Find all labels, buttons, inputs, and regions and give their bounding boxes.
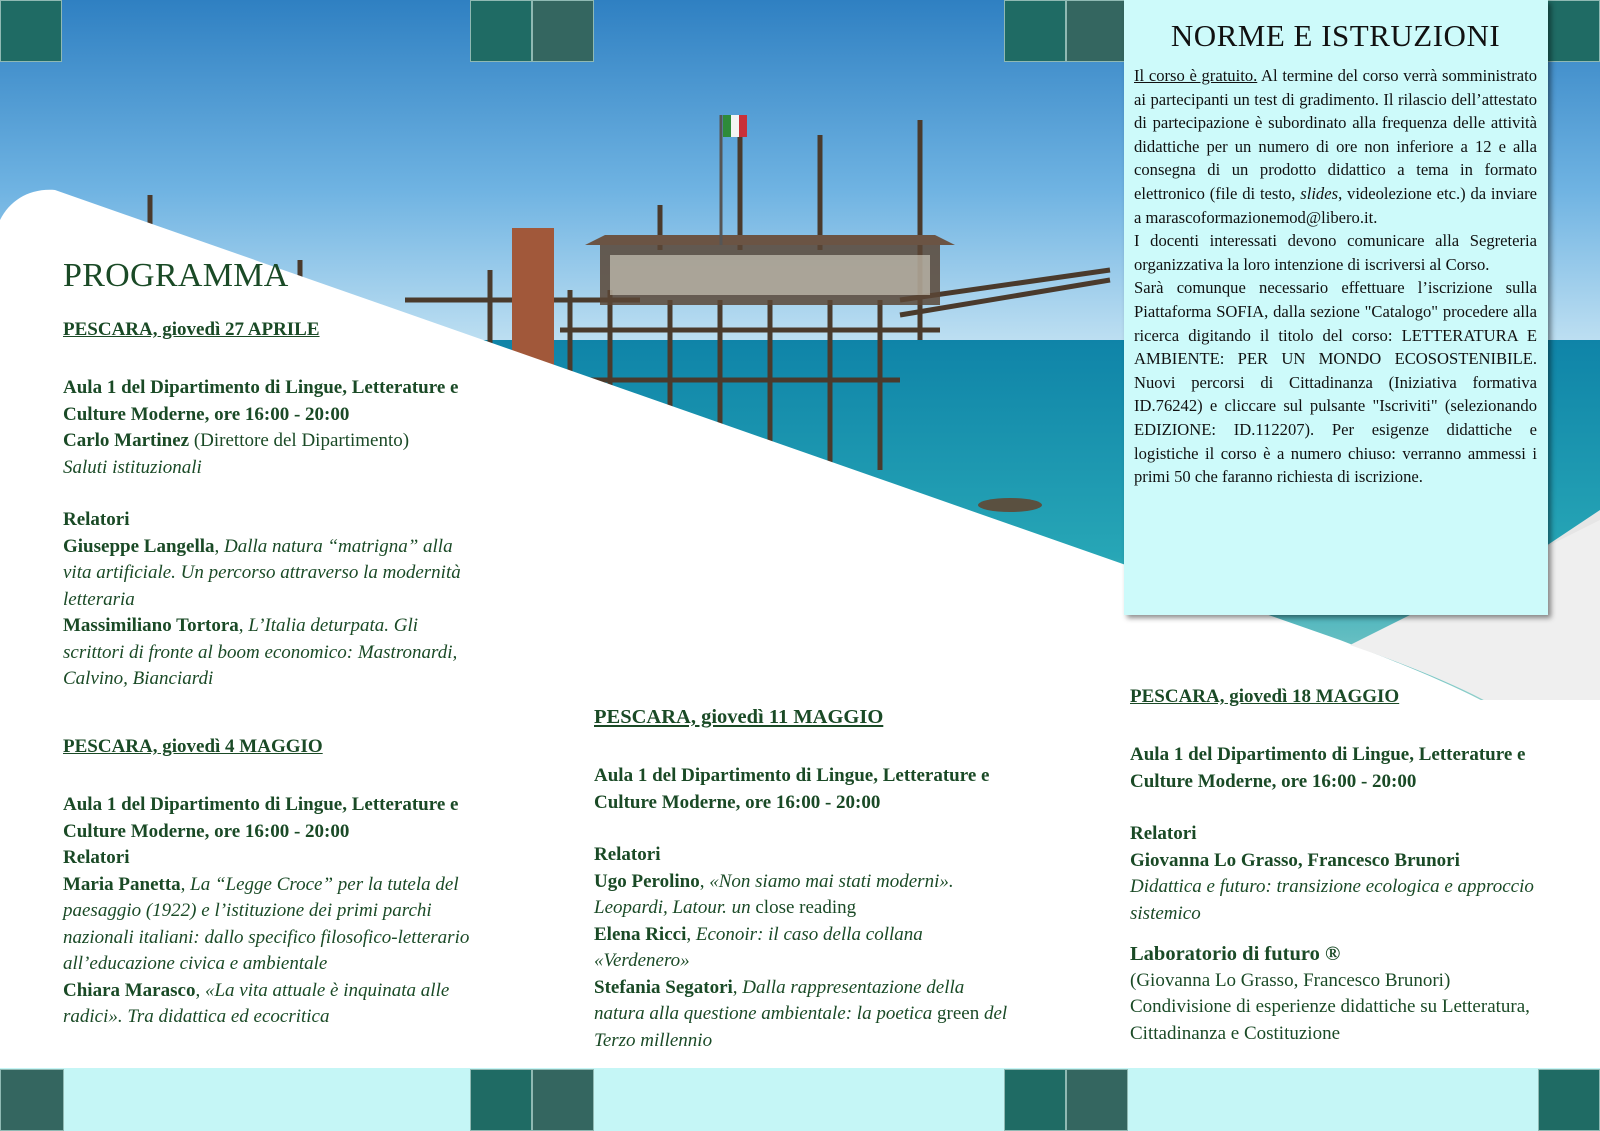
day1-talk <box>63 613 483 693</box>
norme-body <box>1134 64 1537 489</box>
talk-title-roman: close reading <box>755 897 857 918</box>
talk-title: L’Italia deturpata. Gli scrittori di fronte al boom economico: Mastronardi, Calvino, Bianciardi <box>63 615 458 689</box>
corner-square <box>1004 0 1066 62</box>
day4-date: PESCARA, giovedì 18 MAGGIO <box>1130 686 1400 707</box>
speaker-name: Elena Ricci <box>594 923 687 945</box>
day3-talk: Stefania Segatori, Dalla rappresentazione della natura alla questione ambientale: la poetica green del Terzo millennio <box>594 976 1008 1051</box>
day3-talk: Ugo Perolino, «Non siamo mai stati moderni». Leopardi, Latour. un close reading <box>594 870 954 918</box>
speaker-name: Maria Panetta <box>63 873 181 895</box>
norme-text: , videolezione etc.) da inviare a marascoformazionemod@libero.it. <box>1134 183 1537 227</box>
day2-talk <box>63 978 483 1031</box>
talk-title: Dalla rappresentazione della natura alla questione ambientale: la poetica <box>594 976 965 1024</box>
day1-talk <box>63 534 483 614</box>
day2-relatori-label: Relatori <box>63 847 130 868</box>
day1-welcome-name: Carlo Martinez <box>63 430 190 451</box>
day4-lab-title: Laboratorio di futuro ® <box>1130 943 1341 965</box>
speaker-name: Ugo Perolino <box>594 870 700 892</box>
speaker-name: Chiara Marasco <box>63 979 196 1001</box>
day3-venue: Aula 1 del Dipartimento di Lingue, Letterature e Culture Moderne, ore 16:00 - 20:00 <box>594 765 990 813</box>
day1-date: PESCARA, giovedì 27 APRILE <box>63 319 320 340</box>
corner-square <box>470 0 532 62</box>
day4-lab-desc: Condivisione di esperienze didattiche su Letteratura, Cittadinanza e Costituzione <box>1130 996 1530 1044</box>
corner-square <box>1066 1069 1128 1131</box>
day2-date: PESCARA, giovedì 4 MAGGIO <box>63 736 323 757</box>
day3-date: PESCARA, giovedì 11 MAGGIO <box>594 706 884 728</box>
day4-lab-people: (Giovanna Lo Grasso, Francesco Brunori) <box>1130 969 1451 991</box>
corner-square <box>1004 1069 1066 1131</box>
norme-paragraph: Sarà comunque necessario effettuare l’iscrizione sulla Piattaforma SOFIA, dalla sezione "Catalogo" procedere alla ricerca digitando il titolo del corso: LETTERATURA E AMBIENTE: PER UN MONDO ECOSOSTENIBILE. Nuovi percorsi di Cittadinanza (Iniziativa formativa ID.76242) e cliccare sul pulsante "Iscriviti" (selezionando EDIZIONE: ID.112207). Per esigenze didattiche e logistiche il corso è a numero chiuso: verranno ammessi i primi 50 che faranno richiesta di iscrizione. <box>1134 278 1537 487</box>
corner-square <box>470 1069 532 1131</box>
separator: , <box>214 535 224 557</box>
talk-title: del Terzo millennio <box>594 1003 1008 1051</box>
day1-welcome-title: Saluti istituzionali <box>63 456 202 478</box>
talk-title: Dalla natura “matrigna” alla vita artificiale. Un percorso attraverso la modernità letteraria <box>63 535 461 610</box>
day1-welcome-role: (Direttore del Dipartimento) <box>189 430 410 451</box>
corner-square <box>532 1069 594 1131</box>
norme-title: NORME E ISTRUZIONI <box>1170 18 1501 53</box>
separator: , <box>195 979 205 1001</box>
day1-block <box>63 319 483 693</box>
day3-relatori-label: Relatori <box>594 844 661 865</box>
norme-free-course: Il corso è gratuito. <box>1134 66 1258 85</box>
day2-venue: Aula 1 del Dipartimento di Lingue, Letterature e Culture Moderne, ore 16:00 - 20:00 <box>63 794 459 842</box>
corner-square <box>0 1069 64 1131</box>
separator: , <box>180 873 191 895</box>
talk-title: La “Legge Croce” per la tutela del paesaggio (1922) e l’istituzione dei primi parchi nazionali italiani: dallo specifico filosofico-letterario all’educazione civica e ambientale <box>63 873 470 974</box>
day4-venue: Aula 1 del Dipartimento di Lingue, Letterature e Culture Moderne, ore 16:00 - 20:00 <box>1130 744 1526 792</box>
day3-talk: Elena Ricci, Econoir: il caso della collana «Verdenero» <box>594 923 923 971</box>
corner-square <box>0 0 62 62</box>
norme-text-italic: slides <box>1300 183 1339 203</box>
day3-block <box>594 706 1014 1054</box>
speaker-name: Giuseppe Langella <box>63 535 215 557</box>
talk-title: Econoir: il caso della collana «Verdenero» <box>594 923 923 971</box>
day4-block <box>1130 686 1550 1047</box>
norme-paragraph: I docenti interessati devono comunicare alla Segreteria organizzativa la loro intenzione di iscriversi al Corso. <box>1134 231 1537 274</box>
day2-block <box>63 736 483 1031</box>
talk-title: «Non siamo mai stati moderni». Leopardi, Latour. un <box>594 870 954 918</box>
corner-square <box>1538 1069 1600 1131</box>
day4-relatori-label: Relatori <box>1130 823 1197 844</box>
day4-speakers: Giovanna Lo Grasso, Francesco Brunori <box>1130 849 1460 871</box>
day2-talk <box>63 872 483 978</box>
norme-text: Al termine del corso verrà somministrato ai partecipanti un test di gradimento. Il rilascio dell’attestato di partecipazione è subordinato alla frequenza delle attività didattiche per un numero di ore non inferiore a 12 e alla consegna di un prodotto didattico a tema in formato elettronico (file di testo, <box>1134 66 1537 203</box>
talk-title-roman: green <box>937 1003 980 1024</box>
separator: , <box>238 615 249 636</box>
day1-relatori-label: Relatori <box>63 509 130 530</box>
bottom-band <box>0 1068 1600 1131</box>
day1-venue: Aula 1 del Dipartimento di Lingue, Letterature e Culture Moderne, ore 16:00 - 20:00 <box>63 377 459 425</box>
speaker-name: Stefania Segatori <box>594 976 733 998</box>
corner-square <box>1066 0 1128 62</box>
corner-square <box>532 0 594 62</box>
programma-title: PROGRAMMA <box>63 257 289 294</box>
talk-title: «La vita attuale è inquinata alle radici». Tra didattica ed ecocritica <box>63 979 450 1027</box>
norme-box <box>1124 0 1548 615</box>
day4-talk-title: Didattica e futuro: transizione ecologica e approccio sistemico <box>1130 876 1534 924</box>
speaker-name: Massimiliano Tortora <box>63 615 239 636</box>
